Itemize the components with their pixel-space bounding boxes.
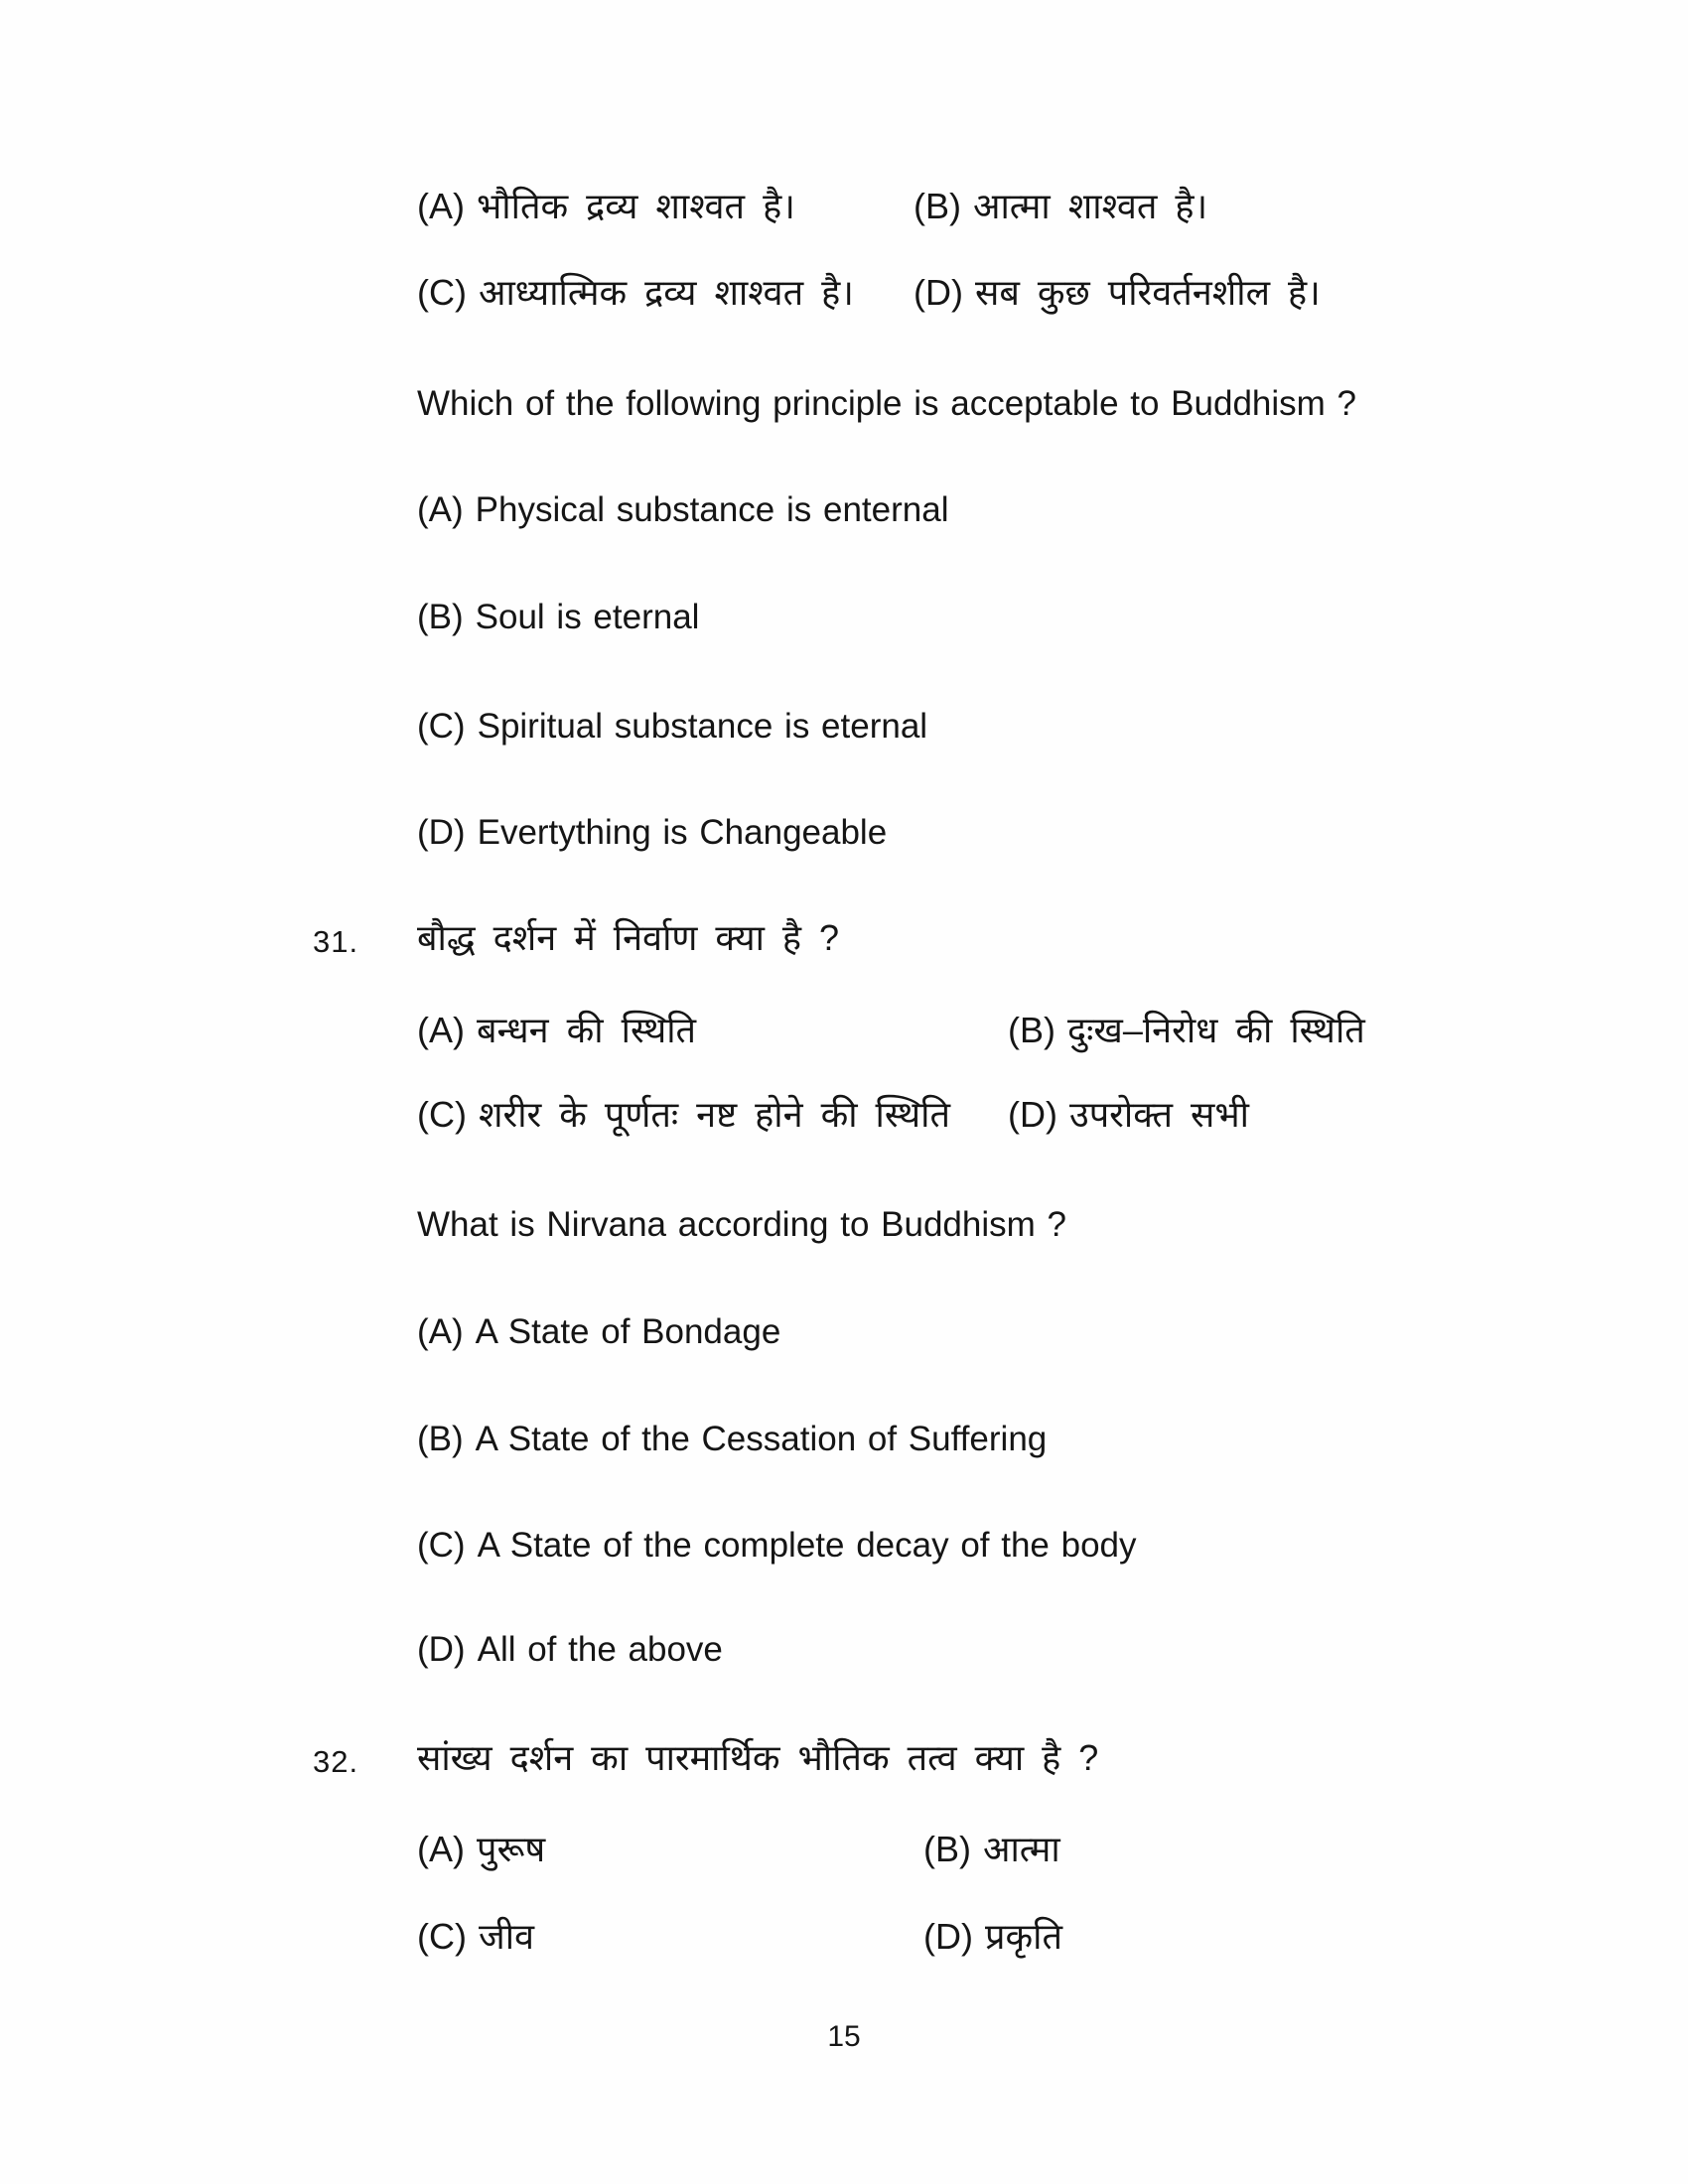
option	[417, 270, 854, 315]
option	[1008, 1092, 1249, 1137]
option-text: बन्धन की स्थिति	[477, 1010, 697, 1050]
option	[417, 1418, 1047, 1461]
option-text: Spiritual substance is eternal	[477, 707, 928, 746]
option-label: (C)	[417, 272, 467, 313]
option-label: (B)	[417, 1420, 464, 1458]
option-label: (A)	[417, 490, 464, 529]
option-label: (D)	[914, 272, 963, 313]
option-text: A State of Bondage	[475, 1312, 781, 1351]
option	[923, 1914, 1062, 1959]
english-question: What is Nirvana according to Buddhism ?	[417, 1205, 1066, 1244]
option-label: (C)	[417, 1916, 467, 1957]
option	[417, 1310, 780, 1354]
option-label: (A)	[417, 1312, 464, 1351]
option-text: आत्मा शाश्वत है।	[973, 186, 1208, 226]
question-text-hindi: सांख्य दर्शन का पारमार्थिक भौतिक तत्व क्या है ?	[417, 1737, 1099, 1778]
option	[417, 705, 927, 749]
option-label: (C)	[417, 707, 466, 746]
option-text: सब कुछ परिवर्तनशील है।	[974, 272, 1321, 313]
option-text: पुरूष	[477, 1829, 546, 1869]
option	[417, 1827, 545, 1871]
option-label: (B)	[923, 1829, 971, 1869]
option	[417, 1008, 696, 1052]
option-text: उपरोक्त सभी	[1068, 1094, 1249, 1135]
option-label: (D)	[417, 1630, 466, 1669]
option	[417, 184, 795, 228]
option-label: (D)	[1008, 1094, 1057, 1135]
option	[417, 596, 699, 639]
option	[417, 1628, 723, 1672]
option-label: (A)	[417, 186, 465, 226]
option-text: आध्यात्मिक द्रव्य शाश्वत है।	[478, 272, 854, 313]
option	[417, 1524, 1137, 1568]
option-label: (A)	[417, 1010, 465, 1050]
option-text: All of the above	[477, 1630, 723, 1669]
option	[923, 1827, 1060, 1871]
option	[1008, 1008, 1365, 1052]
option-text: प्रकृति	[984, 1916, 1062, 1957]
option-text: भौतिक द्रव्य शाश्वत है।	[477, 186, 795, 226]
option-text: A State of the Cessation of Suffering	[475, 1420, 1048, 1458]
option-label: (B)	[914, 186, 961, 226]
option	[914, 270, 1321, 315]
option-text: शरीर के पूर्णतः नष्ट होने की स्थिति	[478, 1094, 951, 1135]
option	[417, 1914, 534, 1959]
page-number: 15	[827, 2020, 861, 2053]
option-text: A State of the complete decay of the body	[477, 1526, 1137, 1565]
option	[417, 1092, 950, 1137]
option-label: (B)	[1008, 1010, 1055, 1050]
option-label: (C)	[417, 1526, 466, 1565]
option-label: (A)	[417, 1829, 465, 1869]
option	[914, 184, 1207, 228]
option-text: Physical substance is enternal	[475, 490, 949, 529]
question-number: 31.	[313, 924, 359, 959]
option	[417, 811, 887, 855]
option-text: दुःख–निरोध की स्थिति	[1067, 1010, 1365, 1050]
option-text: Evertything is Changeable	[477, 813, 888, 852]
option-text: आत्मा	[983, 1829, 1060, 1869]
question-number: 32.	[313, 1744, 359, 1779]
question-text-hindi: बौद्ध दर्शन में निर्वाण क्या है ?	[417, 917, 840, 958]
option-text: जीव	[478, 1916, 535, 1957]
option	[417, 488, 948, 532]
option-label: (B)	[417, 598, 464, 636]
option-label: (D)	[417, 813, 466, 852]
option-label: (C)	[417, 1094, 467, 1135]
option-label: (D)	[923, 1916, 973, 1957]
english-question: Which of the following principle is acceptable to Buddhism ?	[417, 384, 1356, 423]
option-text: Soul is eternal	[475, 598, 700, 636]
